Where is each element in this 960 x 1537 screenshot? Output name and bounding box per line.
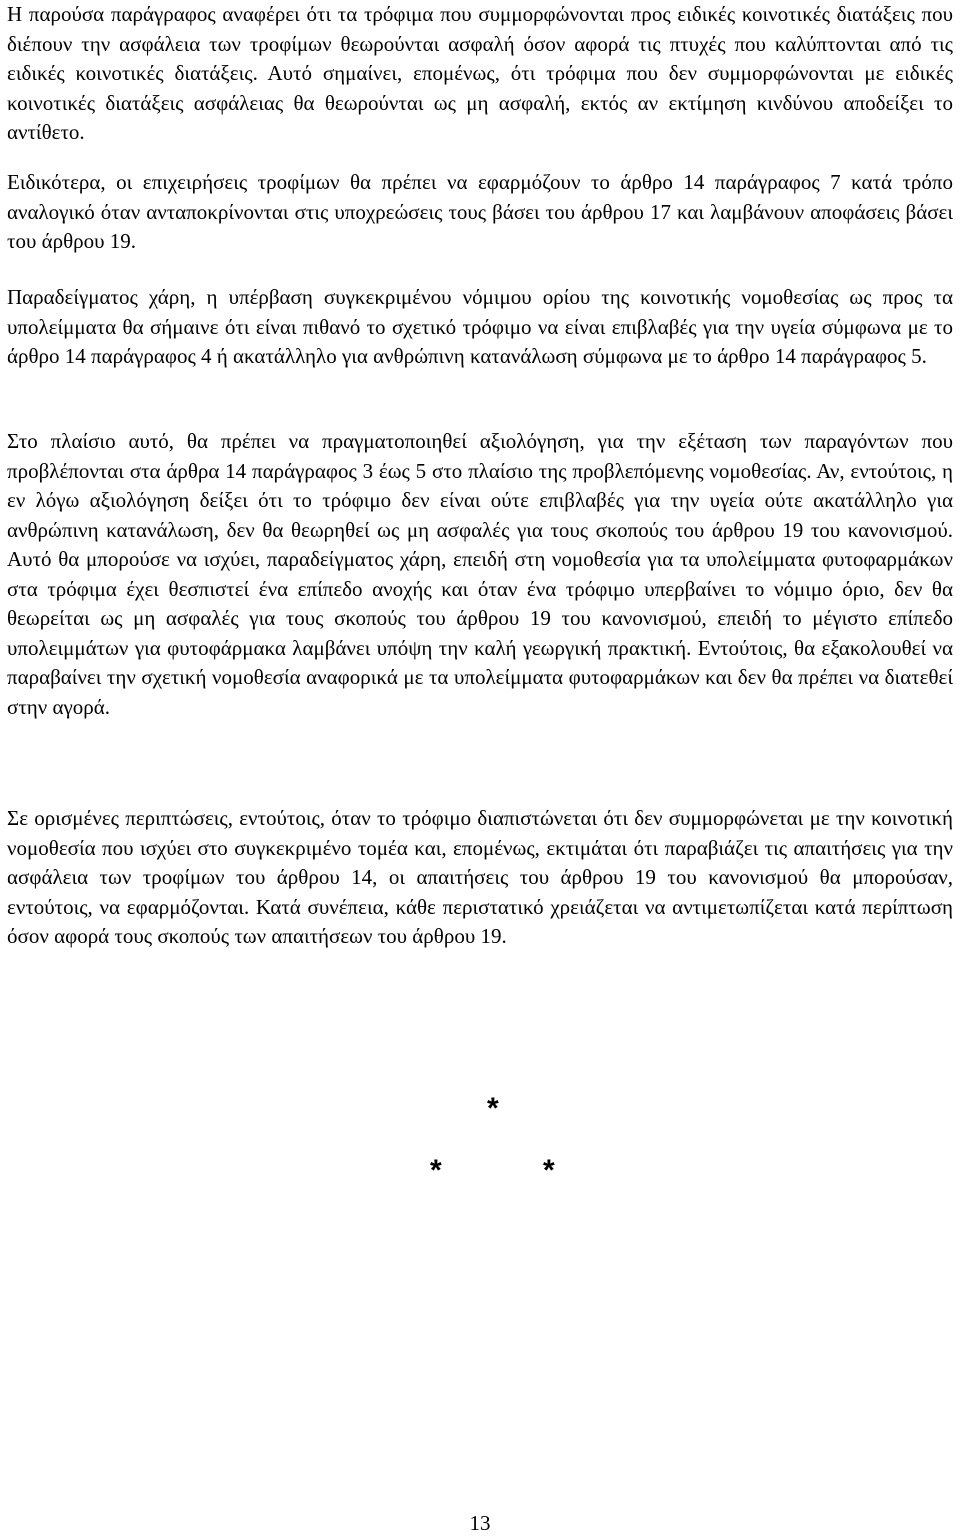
paragraph-2: Ειδικότερα, οι επιχειρήσεις τροφίμων θα πρέπει να εφαρμόζουν το άρθρο 14 παράγραφος 7 κατά τρόπο αναλογικό όταν ανταποκρίνονται στις υποχρεώσεις τους βάσει του άρθρου 17 και λαμβάνουν αποφάσεις βάσει του άρθρου 19. bbox=[7, 170, 953, 253]
paragraph-4: Στο πλαίσιο αυτό, θα πρέπει να πραγματοποιηθεί αξιολόγηση, για την εξέταση των παραγόντων που προβλέπονται στα άρθρα 14 παράγραφος 3 έως 5 στο πλαίσιο της προβλεπόμενης νομοθεσίας. Αν, εντούτοις, η εν λόγω αξιολόγηση δείξει ότι το τρόφιμο δεν είναι ούτε επιβλαβές για την υγεία ούτε ακατάλληλο για ανθρώπινη κατανάλωση, δεν θα θεωρηθεί ως μη ασφαλές για τους σκοπούς του άρθρου 19 του κανονισμού. Αυτό θα μπορούσε να ισχύει, παραδείγματος χάρη, επειδή στη νομοθεσία για τα υπολείμματα φυτοφαρμάκων στα τρόφιμα έχει θεσπιστεί ένα επίπεδο ανοχής και όταν ένα τρόφιμο υπερβαίνει το νόμιμο όριο, δεν θα θεωρείται ως μη ασφαλές για τους σκοπούς του άρθρου 19 του κανονισμού, επειδή το μέγιστο επίπεδο υπολειμμάτων για φυτοφάρμακα λαμβάνει υπόψη την καλή γεωργική πρακτική. Εντούτοις, θα εξακολουθεί να παραβαίνει την σχετική νομοθεσία αναφορικά με τα υπολείμματα φυτοφαρμάκων και δεν θα πρέπει να διατεθεί στην αγορά. bbox=[7, 429, 953, 719]
asterisk-top: * bbox=[487, 1092, 499, 1125]
asterisk-left: * bbox=[430, 1154, 442, 1187]
asterisk-right: * bbox=[543, 1154, 555, 1187]
paragraph-1: Η παρούσα παράγραφος αναφέρει ότι τα τρόφιμα που συμμορφώνονται προς ειδικές κοινοτικές διατάξεις που διέπουν την ασφάλεια των τροφίμων θεωρούνται ασφαλή όσον αφορά τις πτυχές που καλύπτονται από τις ειδικές κοινοτικές διατάξεις. Αυτό σημαίνει, επομένως, ότι τρόφιμα που δεν συμμορφώνονται με ειδικές κοινοτικές διατάξεις ασφάλειας θα θεωρούνται ως μη ασφαλή, εκτός αν εκτίμηση κινδύνου αποδείξει το αντίθετο. bbox=[7, 2, 953, 144]
asterisk-separator bbox=[0, 1092, 960, 1202]
paragraph-3: Παραδείγματος χάρη, η υπέρβαση συγκεκριμένου νόμιμου ορίου της κοινοτικής νομοθεσίας ως προς τα υπολείμματα θα σήμαινε ότι είναι πιθανό το σχετικό τρόφιμο να είναι επιβλαβές για την υγεία σύμφωνα με το άρθρο 14 παράγραφος 4 ή ακατάλληλο για ανθρώπινη κατανάλωση σύμφωνα με το άρθρο 14 παράγραφος 5. bbox=[7, 285, 953, 368]
paragraph-5: Σε ορισμένες περιπτώσεις, εντούτοις, όταν το τρόφιμο διαπιστώνεται ότι δεν συμμορφώνεται με την κοινοτική νομοθεσία που ισχύει στο συγκεκριμένο τομέα και, επομένως, εκτιμάται ότι παραβιάζει τις απαιτήσεις για την ασφάλεια των τροφίμων του άρθρου 14, οι απαιτήσεις του άρθρου 19 του κανονισμού θα μπορούσαν, εντούτοις, να εφαρμόζονται. Κατά συνέπεια, κάθε περιστατικό χρειάζεται να αντιμετωπίζεται κατά περίπτωση όσον αφορά τους σκοπούς των απαιτήσεων του άρθρου 19. bbox=[7, 806, 953, 948]
page-number: 13 bbox=[469, 1511, 491, 1535]
